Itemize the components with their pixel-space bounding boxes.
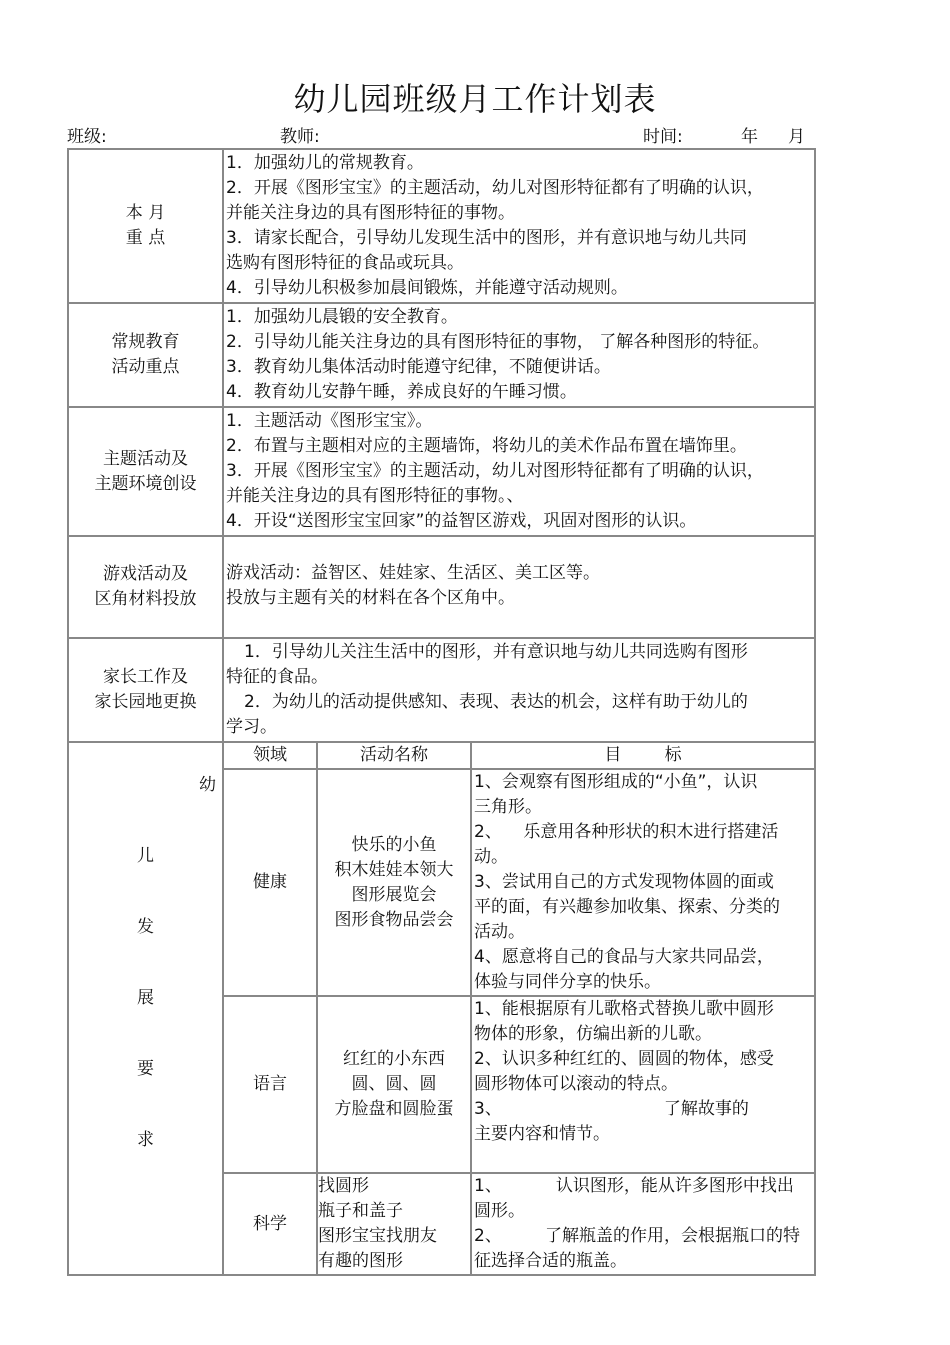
activity-name: 图形食物品尝会	[334, 909, 454, 930]
label-line: 重 点	[125, 228, 166, 248]
header-domain: 领域	[224, 743, 317, 769]
section-content	[223, 638, 815, 742]
vertical-char: 求	[137, 1130, 154, 1150]
label-line: 主题环境创设	[94, 473, 197, 494]
section-label	[68, 638, 223, 742]
section-parent-work	[68, 638, 815, 742]
section-content	[223, 149, 815, 303]
section-content	[223, 536, 815, 638]
content-line: 投放与主题有关的材料在各个区角中。	[226, 588, 515, 608]
development-header-row	[224, 743, 814, 769]
content-line: 3．请家长配合，引导幼儿发现生活中的图形，并有意识地与幼儿共同	[226, 228, 747, 248]
label-line: 区角材料投放	[94, 589, 197, 609]
goal-line: 2、认识多种红红的、圆圆的物体，感受	[474, 1049, 774, 1069]
label-line: 家长园地更换	[94, 692, 197, 712]
activity-name: 快乐的小鱼	[351, 834, 437, 855]
time-label: 时间:	[643, 127, 683, 147]
activity-name: 方脸盘和圆脸蛋	[334, 1099, 454, 1119]
class-label: 班级:	[67, 127, 107, 147]
label-line: 活动重点	[111, 357, 180, 377]
page-title: 幼儿园班级月工作计划表	[293, 80, 657, 118]
month-label: 月	[788, 127, 805, 147]
development-vertical-label	[68, 742, 223, 1275]
label-line: 主题活动及	[103, 448, 188, 469]
label-line: 常规教育	[111, 332, 180, 352]
content-line: 4．教育幼儿安静午睡，养成良好的午睡习惯。	[226, 382, 577, 402]
activity-name: 有趣的图形	[318, 1251, 403, 1271]
content-line: 并能关注身边的具有图形特征的事物。	[226, 203, 515, 223]
content-line: 并能关注身边的具有图形特征的事物。、	[226, 486, 524, 506]
activity-name: 瓶子和盖子	[318, 1201, 403, 1221]
activity-name: 圆、圆、圆	[351, 1074, 437, 1094]
teacher-label: 教师:	[280, 127, 320, 147]
section-game-activity	[68, 536, 815, 638]
header-activity: 活动名称	[317, 743, 471, 769]
goal-line: 3、 了解故事的	[474, 1099, 749, 1119]
header-goal: 目 标	[471, 743, 814, 769]
goal-cell	[471, 996, 814, 1173]
section-development	[68, 742, 815, 1275]
section-theme-activity	[68, 407, 815, 536]
goal-line: 圆形。	[474, 1201, 525, 1221]
plan-table	[67, 148, 816, 1276]
vertical-char: 幼	[199, 775, 216, 795]
content-line: 3．开展《图形宝宝》的主题活动，幼儿对图形特征都有了明确的认识，	[226, 461, 764, 481]
content-line: 2．布置与主题相对应的主题墙饰，将幼儿的美术作品布置在墙饰里。	[226, 436, 747, 456]
activity-name: 找圆形	[318, 1176, 369, 1196]
goal-line: 活动。	[474, 922, 525, 942]
goal-cell	[471, 1173, 814, 1274]
activity-cell	[317, 769, 471, 996]
goal-line: 动。	[474, 847, 508, 867]
development-row-science	[224, 1173, 814, 1274]
goal-line: 1、 认识图形，能从许多图形中找出	[474, 1176, 794, 1196]
domain-cell: 科学	[224, 1173, 317, 1274]
activity-name: 积木娃娃本领大	[334, 859, 454, 880]
activity-name: 红红的小东西	[343, 1049, 445, 1069]
section-label	[68, 149, 223, 303]
goal-cell	[471, 769, 814, 996]
goal-line: 征选择合适的瓶盖。	[474, 1251, 627, 1271]
content-line: 学习。	[226, 717, 277, 737]
content-line: 2．引导幼儿能关注身边的具有图形特征的事物， 了解各种图形的特征。	[226, 332, 770, 352]
label-line: 游戏活动及	[103, 564, 188, 584]
development-row-language	[224, 996, 814, 1173]
section-content	[223, 303, 815, 407]
section-label	[68, 536, 223, 638]
content-line: 1．主题活动《图形宝宝》。	[226, 411, 433, 431]
section-content	[223, 407, 815, 536]
content-line: 特征的食品。	[226, 667, 328, 687]
label-line: 本 月	[125, 203, 166, 223]
goal-line: 圆形物体可以滚动的特点。	[474, 1074, 678, 1094]
content-line: 2．开展《图形宝宝》的主题活动，幼儿对图形特征都有了明确的认识，	[226, 178, 764, 198]
activity-cell	[317, 996, 471, 1173]
year-label: 年	[741, 127, 758, 147]
goal-line: 4、愿意将自己的食品与大家共同品尝，	[474, 947, 774, 967]
development-row-health	[224, 769, 814, 996]
vertical-char: 儿	[137, 846, 154, 866]
goal-line: 2、 了解瓶盖的作用，会根据瓶口的特	[474, 1226, 801, 1246]
goal-line: 1、会观察有图形组成的“小鱼”，认识	[474, 772, 758, 792]
activity-cell	[317, 1173, 471, 1274]
vertical-char: 要	[137, 1059, 154, 1079]
content-line: 1．引导幼儿关注生活中的图形，并有意识地与幼儿共同选购有图形	[244, 642, 748, 662]
goal-line: 体验与同伴分享的快乐。	[474, 972, 661, 992]
goal-line: 物体的形象，仿编出新的儿歌。	[474, 1024, 712, 1044]
domain-cell: 健康	[224, 769, 317, 996]
content-line: 1．加强幼儿的常规教育。	[226, 153, 424, 173]
development-table	[224, 743, 814, 1274]
content-line: 选购有图形特征的食品或玩具。	[226, 253, 464, 273]
content-line: 3．教育幼儿集体活动时能遵守纪律，不随便讲话。	[226, 357, 611, 377]
goal-line: 主要内容和情节。	[474, 1124, 610, 1144]
domain-cell: 语言	[224, 996, 317, 1173]
content-line: 4．开设“送图形宝宝回家”的益智区游戏，巩固对图形的认识。	[226, 511, 697, 531]
activity-name: 图形宝宝找朋友	[318, 1226, 437, 1246]
label-line: 家长工作及	[103, 667, 188, 687]
goal-line: 2、 乐意用各种形状的积木进行搭建活	[474, 822, 779, 842]
goal-line: 1、能根据原有儿歌格式替换儿歌中圆形	[474, 999, 774, 1019]
section-routine-education	[68, 303, 815, 407]
content-line: 4．引导幼儿积极参加晨间锻炼，并能遵守活动规则。	[226, 278, 628, 298]
goal-line: 平的面，有兴趣参加收集、探索、分类的	[474, 897, 780, 917]
section-monthly-focus	[68, 149, 815, 303]
section-label	[68, 303, 223, 407]
development-table-cell	[223, 742, 815, 1275]
vertical-char: 展	[137, 988, 154, 1008]
content-line: 游戏活动：益智区、娃娃家、生活区、美工区等。	[226, 563, 600, 583]
activity-name: 图形展览会	[351, 884, 437, 905]
content-line: 2．为幼儿的活动提供感知、表现、表达的机会，这样有助于幼儿的	[244, 692, 748, 712]
goal-line: 三角形。	[474, 797, 542, 817]
vertical-char: 发	[137, 917, 154, 937]
goal-line: 3、尝试用自己的方式发现物体圆的面或	[474, 872, 774, 892]
section-label	[68, 407, 223, 536]
content-line: 1．加强幼儿晨锻的安全教育。	[226, 307, 458, 327]
